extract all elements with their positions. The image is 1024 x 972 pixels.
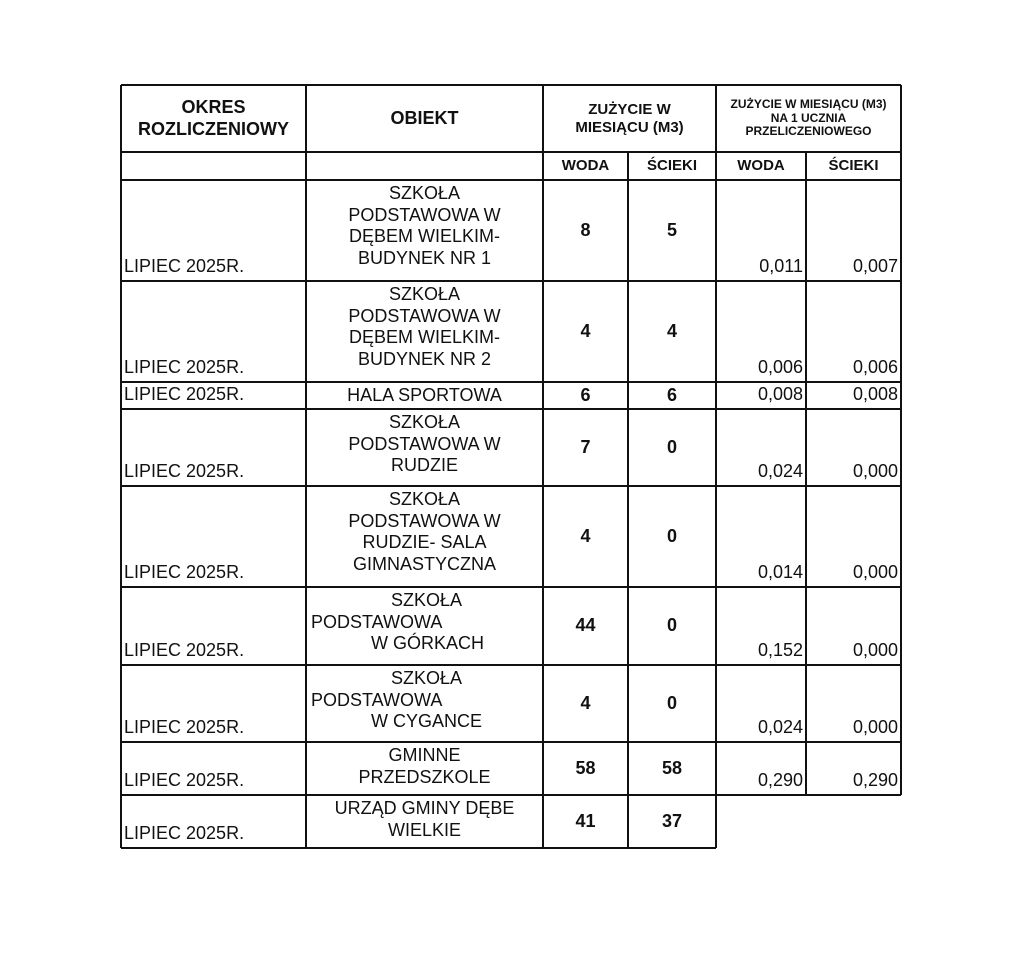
table-row-3-water	[544, 383, 627, 408]
object-line: PODSTAWOWA	[311, 689, 443, 710]
table-row-2-sewage-per-student-text: 0,006	[852, 357, 898, 378]
table-row-3-water-text: 6	[580, 384, 591, 405]
table-row-6-water-text: 44	[575, 615, 596, 636]
header-object-text: OBIEKT	[390, 107, 459, 128]
table-row-4-water	[544, 410, 627, 485]
table-row-1-sewage-per-student-text: 0,007	[852, 256, 898, 277]
table-row-8-object-text: GMINNE PRZEDSZKOLE	[358, 745, 491, 787]
table-row-7-water-text: 4	[580, 692, 591, 713]
object-line: W GÓRKACH	[371, 633, 485, 654]
table-row-2-object-text: SZKOŁA PODSTAWOWA W DĘBEM WIELKIM- BUDYNEK NR 2	[348, 284, 501, 369]
table-row-6-sewage	[629, 588, 715, 664]
table-row-8-period	[122, 743, 305, 794]
table-row-5-sewage-per-student-text: 0,000	[852, 562, 898, 583]
table-row-6-sewage-per-student-text: 0,000	[852, 640, 898, 661]
table-row-8-water-per-student	[717, 743, 805, 794]
header-sewage-per-student	[807, 153, 900, 179]
table-row-4-water-text: 7	[580, 436, 591, 457]
table-row-9-period-text: LIPIEC 2025R.	[124, 823, 245, 844]
table-row-4-water-per-student	[717, 410, 805, 485]
object-line: W CYGANCE	[371, 711, 483, 732]
header-usage-per-student-text: ZUŻYCIE W MIESIĄCU (M3) NA 1 UCZNIA PRZELICZENIOWEGO	[730, 96, 887, 139]
table-row-4-sewage	[629, 410, 715, 485]
table-row-2-water-text: 4	[580, 320, 591, 341]
table-row-1-water-per-student-text: 0,011	[759, 256, 803, 277]
header-sewage-text: ŚCIEKI	[646, 157, 697, 174]
table-row-8-sewage-text: 58	[661, 757, 683, 778]
table-row-5-water-per-student	[717, 487, 805, 586]
header-usage-monthly	[544, 86, 715, 151]
header-usage-monthly-text: ZUŻYCIE W MIESIĄCU (M3)	[575, 100, 684, 136]
table-row-7-object	[307, 666, 542, 741]
table-row-1-period-text: LIPIEC 2025R.	[124, 256, 245, 277]
table-row-1-sewage	[629, 181, 715, 280]
table-row-9-period	[122, 796, 305, 847]
table-row-6-sewage-text: 0	[666, 615, 677, 636]
object-line: PODSTAWOWA	[311, 611, 443, 632]
header-water	[544, 153, 627, 179]
table-row-7-sewage-text: 0	[666, 692, 677, 713]
header-sewage-per-student-text: ŚCIEKI	[828, 157, 879, 174]
table-row-1-object	[307, 181, 542, 280]
table-row-7-sewage	[629, 666, 715, 741]
table-row-7-period	[122, 666, 305, 741]
table-row-5-period-text: LIPIEC 2025R.	[124, 562, 245, 583]
header-water-per-student	[717, 153, 805, 179]
object-line: SZKOŁA	[390, 590, 463, 610]
table-row-3-period-text: LIPIEC 2025R.	[124, 384, 245, 405]
table-row-2-period	[122, 282, 305, 381]
table-row-8-sewage-per-student-text: 0,290	[852, 770, 898, 791]
table-row-3-sewage-per-student	[807, 383, 900, 408]
table-row-8-water-text: 58	[575, 757, 596, 778]
table-row-7-period-text: LIPIEC 2025R.	[124, 717, 245, 738]
table-row-8-water	[544, 743, 627, 794]
table-row-5-period	[122, 487, 305, 586]
table-row-5-water-per-student-text: 0,014	[757, 562, 803, 583]
table-row-8-object	[307, 743, 542, 794]
table-row-2-sewage-per-student	[807, 282, 900, 381]
table-row-2-object	[307, 282, 542, 381]
table-row-3-sewage-per-student-text: 0,008	[852, 384, 898, 405]
table-row-1-water	[544, 181, 627, 280]
table-row-2-water-per-student-text: 0,006	[757, 357, 803, 378]
table-row-4-sewage-text: 0	[666, 436, 677, 457]
table-row-7-water	[544, 666, 627, 741]
table-row-6-water	[544, 588, 627, 664]
table-row-7-sewage-per-student	[807, 666, 900, 741]
table-row-3-water-per-student	[717, 383, 805, 408]
table-row-3-water-per-student-text: 0,008	[757, 384, 803, 405]
table-row-4-sewage-per-student-text: 0,000	[852, 461, 898, 482]
table-row-5-water	[544, 487, 627, 586]
table-row-2-sewage	[629, 282, 715, 381]
table-row-4-sewage-per-student	[807, 410, 900, 485]
table-row-2-water	[544, 282, 627, 381]
table-row-3-sewage	[629, 383, 715, 408]
table-row-5-sewage-text: 0	[666, 525, 677, 546]
table-row-1-sewage-per-student	[807, 181, 900, 280]
table-row-8-sewage-per-student	[807, 743, 900, 794]
table-row-7-water-per-student-text: 0,024	[757, 717, 803, 738]
table-row-9-object-text: URZĄD GMINY DĘBE WIELKIE	[334, 798, 515, 840]
table-row-3-object-text: HALA SPORTOWA	[347, 385, 502, 405]
table-row-2-period-text: LIPIEC 2025R.	[124, 357, 245, 378]
table-row-9-sewage-text: 37	[661, 810, 683, 831]
table-row-5-sewage	[629, 487, 715, 586]
table-row-2-sewage-text: 4	[666, 320, 677, 341]
table-row-5-sewage-per-student	[807, 487, 900, 586]
table-row-1-water-text: 8	[580, 219, 591, 240]
header-water-per-student-text: WODA	[737, 157, 785, 174]
header-water-text: WODA	[561, 157, 610, 174]
table-row-7-water-per-student	[717, 666, 805, 741]
table-row-5-water-text: 4	[580, 525, 591, 546]
table-row-3-object	[307, 383, 542, 408]
table-row-6-sewage-per-student	[807, 588, 900, 664]
table-row-7-sewage-per-student-text: 0,000	[852, 717, 898, 738]
table-row-4-period	[122, 410, 305, 485]
header-usage-per-student	[717, 86, 900, 151]
object-line: SZKOŁA	[390, 668, 463, 688]
table-row-2-water-per-student	[717, 282, 805, 381]
table-row-1-period	[122, 181, 305, 280]
header-object	[307, 86, 542, 151]
table-row-8-period-text: LIPIEC 2025R.	[124, 770, 245, 791]
table-row-8-water-per-student-text: 0,290	[757, 770, 803, 791]
table-row-9-object	[307, 796, 542, 847]
table-row-4-period-text: LIPIEC 2025R.	[124, 461, 245, 482]
table-row-8-sewage	[629, 743, 715, 794]
table-row-9-water	[544, 796, 627, 847]
table-row-4-water-per-student-text: 0,024	[757, 461, 803, 482]
object-lines	[311, 590, 542, 655]
table-row-1-object-text: SZKOŁA PODSTAWOWA W DĘBEM WIELKIM- BUDYNEK NR 1	[348, 183, 501, 268]
table-row-1-sewage-text: 5	[666, 219, 677, 240]
table-row-4-object	[307, 410, 542, 485]
table-row-3-period	[122, 383, 305, 408]
header-sewage	[629, 153, 715, 179]
object-lines	[311, 668, 542, 733]
table-row-9-water-text: 41	[575, 810, 596, 831]
table-row-5-object	[307, 487, 542, 586]
table-row-3-sewage-text: 6	[666, 384, 677, 405]
table-row-1-water-per-student	[717, 181, 805, 280]
table-row-6-water-per-student	[717, 588, 805, 664]
table-row-9-sewage	[629, 796, 715, 847]
header-period	[122, 86, 305, 151]
table-row-6-period-text: LIPIEC 2025R.	[124, 640, 245, 661]
table-row-6-water-per-student-text: 0,152	[757, 640, 803, 661]
table-row-6-period	[122, 588, 305, 664]
table-row-5-object-text: SZKOŁA PODSTAWOWA W RUDZIE- SALA GIMNASTYCZNA	[348, 489, 501, 574]
header-period-text: OKRES ROZLICZENIOWY	[138, 96, 289, 139]
table-row-6-object	[307, 588, 542, 664]
table-row-4-object-text: SZKOŁA PODSTAWOWA W RUDZIE	[348, 412, 501, 476]
